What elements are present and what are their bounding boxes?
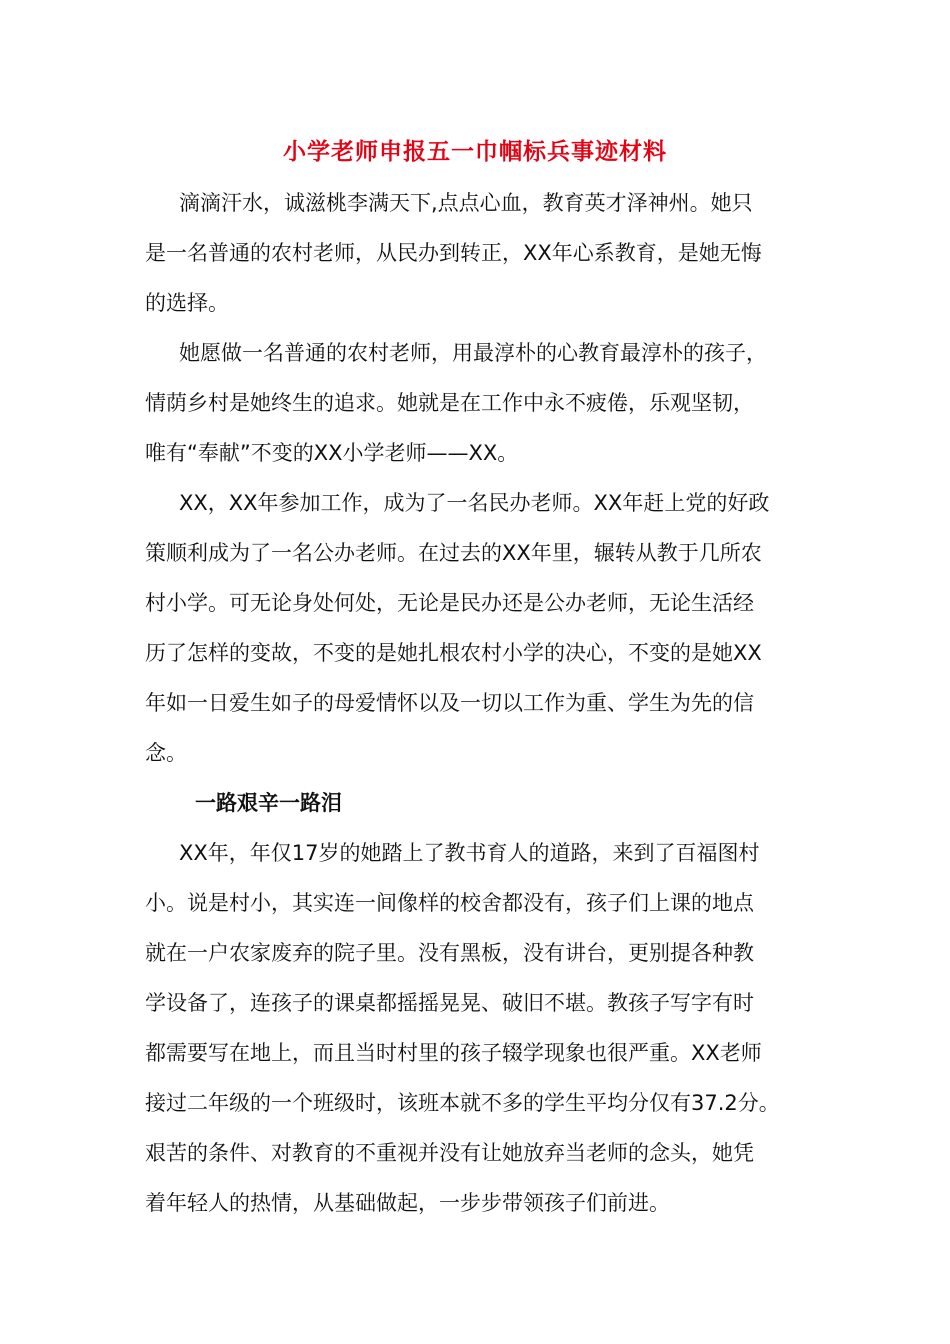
text-line: 历了怎样的变故，不变的是她扎根农村小学的决心，不变的是她XX [145,641,762,665]
text-line: XX，XX年参加工作，成为了一名民办老师。XX年赶上党的好政 [179,491,770,515]
paragraph-2 [145,328,815,478]
text-line: 小。说是村小，其实连一间像样的校舍都没有，孩子们上课的地点 [145,891,754,915]
text-line: 情荫乡村是她终生的追求。她就是在工作中永不疲倦，乐观坚韧， [145,391,754,415]
text-line: 艰苦的条件、对教育的不重视并没有让她放弃当老师的念头，她凭 [145,1141,754,1165]
text-line: 学设备了，连孩子的课桌都摇摇晃晃、破旧不堪。教孩子写字有时 [145,991,754,1015]
document-title: 小学老师申报五一巾帼标兵事迹材料 [283,139,667,165]
text-line: 她愿做一名普通的农村老师，用最淳朴的心教育最淳朴的孩子， [179,341,767,365]
text-line: 念。 [145,741,187,765]
text-line: XX年，年仅17岁的她踏上了教书育人的道路，来到了百福图村 [179,841,760,865]
paragraph-4 [145,828,815,1228]
document-body [145,178,815,1228]
text-line: 着年轻人的热情，从基础做起，一步步带领孩子们前进。 [145,1191,670,1215]
text-line: 的选择。 [145,291,229,315]
text-line: 年如一日爱生如子的母爱情怀以及一切以工作为重、学生为先的信 [145,691,754,715]
text-line: 就在一户农家废弃的院子里。没有黑板，没有讲台，更别提各种教 [145,941,754,965]
text-line: 滴滴汗水，诚滋桃李满天下,点点心血，教育英才泽神州。她只 [179,191,753,215]
text-line: 策顺利成为了一名公办老师。在过去的XX年里，辗转从教于几所农 [145,541,762,565]
paragraph-1 [145,178,815,328]
text-line: 接过二年级的一个班级时，该班本就不多的学生平均分仅有37.2分。 [145,1091,780,1115]
section-heading: 一路艰辛一路泪 [195,791,342,815]
text-line: 是一名普通的农村老师，从民办到转正，XX年心系教育，是她无悔 [145,241,762,265]
text-line: 都需要写在地上，而且当时村里的孩子辍学现象也很严重。XX老师 [145,1041,762,1065]
text-line: 村小学。可无论身处何处，无论是民办还是公办老师，无论生活经 [145,591,754,615]
paragraph-3 [145,478,815,778]
text-line: 唯有“奉献”不变的XX小学老师——XX。 [145,441,519,465]
